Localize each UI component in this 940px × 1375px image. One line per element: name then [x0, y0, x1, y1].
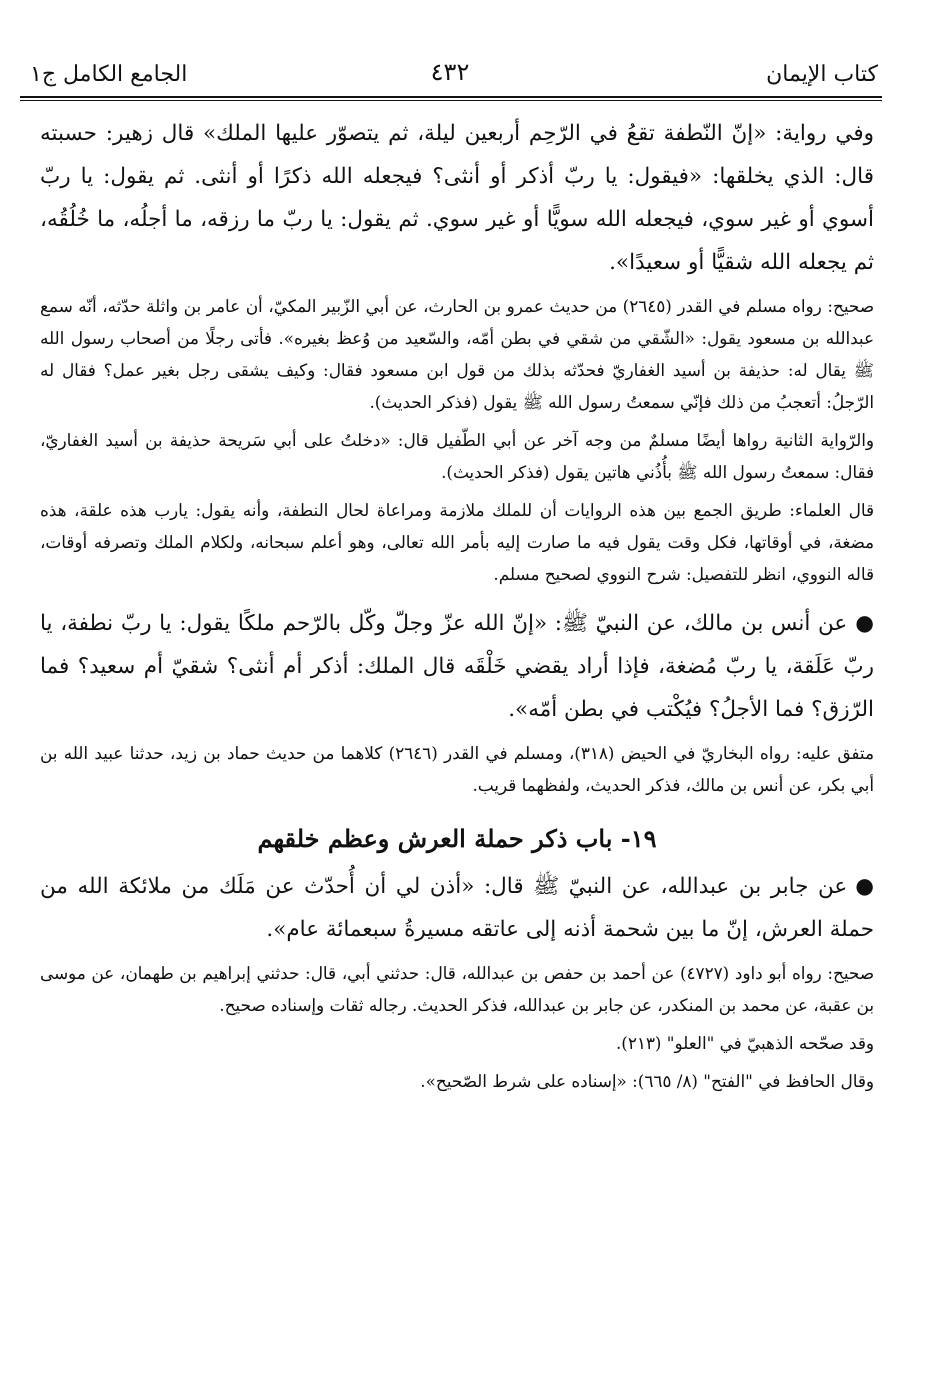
- book-title: الجامع الكامل ج١: [30, 62, 188, 87]
- hadith-body: عن جابر بن عبدالله، عن النبيّ ﷺ قال: «أذن لي أن أُحدّث عن مَلَك من ملائكة الله من حملة العرش، إنّ ما بين شحمة أذنه إلى عاتقه مسيرةُ سبعمائة عام».: [40, 874, 874, 942]
- page-body: [40, 112, 874, 1097]
- page-number: ٤٣٢: [430, 58, 470, 86]
- section-heading: ١٩- باب ذكر حملة العرش وعظم خلقهم: [257, 824, 657, 853]
- takhrij-note: متفق عليه: رواه البخاريّ في الحيض (٣١٨)، ومسلم في القدر (٢٦٤٦) كلاهما من حديث حماد بن زيد، حدثنا عبيد الله بن أبي بكر، عن أنس بن مالك، فذكر الحديث، ولفظهما قريب.: [40, 743, 874, 795]
- hadith-text: وفي رواية: «إنّ النّطفة تقعُ في الرّحِم أربعين ليلة، ثم يتصوّر عليها الملك» قال زهير: حسبته قال: الذي يخلقها: «فيقول: يا ربّ أذكر أو أنثى؟ فيجعله الله ذكرًا أو أنثى. ثم يقول: يا ربّ أسوي أو غير سوي، فيجعله الله سويًّا أو غير سوي. ثم يقول: يا ربّ ما رزقه، ما أجلُه، ما خُلُقُه، ثم يجعله الله شقيًّا أو سعيدًا».: [40, 121, 874, 275]
- chapter-title: كتاب الإيمان: [766, 62, 878, 87]
- hadith-body: عن أنس بن مالك، عن النبيّ ﷺ: «إنّ الله عزّ وجلّ وكّل بالرّحم ملكًا يقول: يا ربّ نطفة، يا ربّ عَلَقة، يا ربّ مُضغة، فإذا أراد يقضي خَلْقَه قال الملك: أذكر أم أنثى؟ شقيّ أم سعيد؟ فما الرّزق؟ فما الأجلُ؟ فيُكْتب في بطن أمّه».: [40, 611, 874, 722]
- header-rule-thin: [20, 100, 882, 101]
- hadith-text: [40, 602, 874, 731]
- page-header: [22, 58, 878, 96]
- grading-note: وقال الحافظ في "الفتح" (٨/ ٦٦٥): «إسناده على شرط الصّحيح».: [420, 1071, 874, 1091]
- takhrij-note: صحيح: رواه مسلم في القدر (٢٦٤٥) من حديث عمرو بن الحارث، عن أبي الزّبير المكيّ، أن عامر بن واثلة حدّثه، أنّه سمع عبدالله بن مسعود يقول: «الشّقي من شقي في بطن أمّه، والسّعيد من وُعظ بغيره». فأتى رجلًا من أصحاب رسول الله ﷺ يقال له: حذيفة بن أسيد الغفاريّ فحدّثه بذلك من قول ابن مسعود فقال: وكيف يشقى رجل بغير عمل؟ فقال له الرّجلُ: أتعجبُ من ذلك فإنّي سمعتُ رسول الله ﷺ يقول (فذكر الحديث).: [40, 296, 875, 412]
- header-rule: [20, 96, 882, 98]
- bullet-marker: ●: [855, 874, 874, 899]
- scholar-commentary: قال العلماء: طريق الجمع بين هذه الروايات أن للملك ملازمة ومراعاة لحال النطفة، وأنه يقول: يارب هذه علقة، هذه مضغة، في أوقاتها، فكل وقت يقول فيه ما صارت إليه بأمر الله تعالى، وهو أعلم سبحانه، ولكلام الملك وتصرفه أوقات، قاله النووي، انظر للتفصيل: شرح النووي لصحيح مسلم.: [40, 500, 874, 584]
- takhrij-note: صحيح: رواه أبو داود (٤٧٢٧) عن أحمد بن حفص بن عبدالله، قال: حدثني أبي، قال: حدثني إبراهيم بن طهمان، عن موسى بن عقبة، عن محمد بن المنكدر، عن جابر بن عبدالله، فذكر الحديث. رجاله ثقات وإسناده صحيح.: [40, 963, 874, 1015]
- hadith-text: [40, 865, 874, 951]
- takhrij-note: والرّواية الثانية رواها أيضًا مسلمٌ من وجه آخر عن أبي الطّفيل قال: «دخلتُ على أبي سَريحة حذيفة بن أسيد الغفاريّ، فقال: سمعتُ رسول الله ﷺ بأُذُني هاتين يقول (فذكر الحديث).: [40, 430, 874, 482]
- grading-note: وقد صحّحه الذهبيّ في "العلو" (٢١٣).: [615, 1033, 874, 1053]
- bullet-marker: ●: [855, 611, 874, 636]
